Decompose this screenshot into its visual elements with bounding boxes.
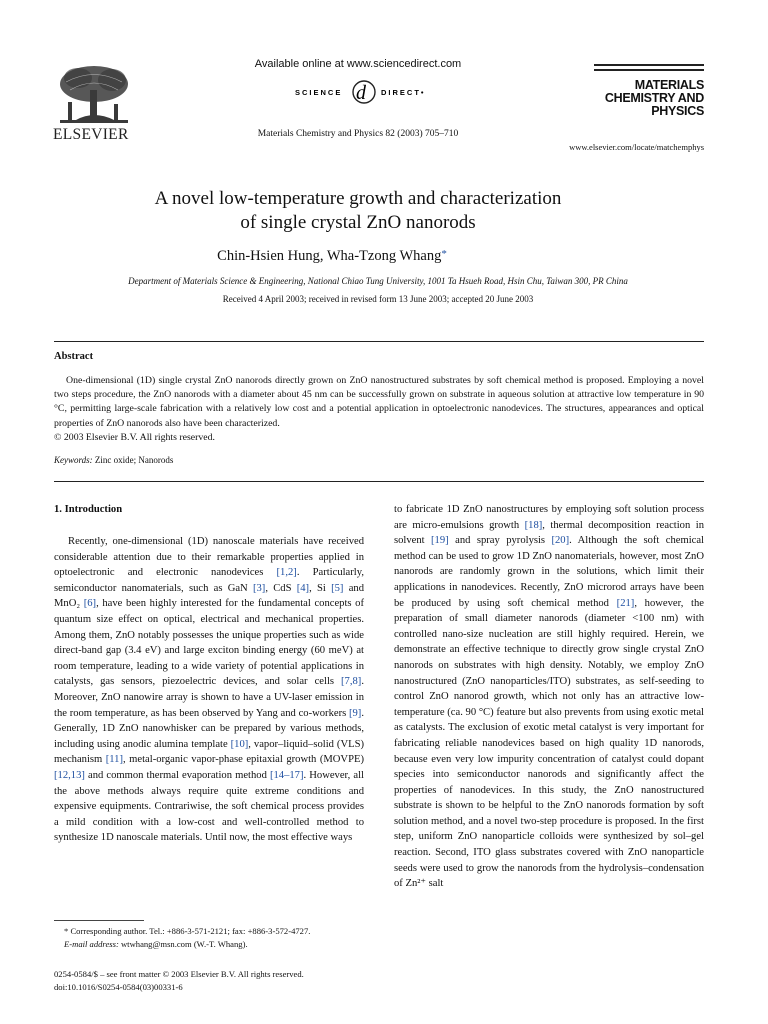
citation-link[interactable]: [12,13] — [54, 769, 85, 781]
citation-link[interactable]: [7,8] — [341, 676, 362, 688]
body-text: . Moreover, ZnO nanowire array is shown to have a UV-laser emission in the room temperature, as has been observed by Yang and co-workers — [54, 676, 364, 719]
email-address[interactable]: wtwhang@msn.com (W.-T. Whang). — [118, 938, 248, 949]
body-text: to fabricate 1D ZnO nanostructures by employing soft solution process are micro-emulsions growth — [394, 504, 704, 531]
received-dates: Received 4 April 2003; received in revised form 13 June 2003; accepted 20 June 2003 — [222, 294, 534, 304]
abstract-copyright: © 2003 Elsevier B.V. All rights reserved. — [54, 431, 215, 443]
citation-link[interactable]: [18] — [524, 519, 543, 531]
section-heading: 1. Introduction — [54, 504, 123, 515]
citation-link[interactable]: [4] — [296, 582, 310, 594]
citation-link[interactable]: [10] — [230, 738, 249, 750]
body-text: Recently, one-dimensional (1D) nanoscale materials have received considerable attention due to their remarkable properties applied in optoelectronic and electronic nanodevices — [54, 536, 364, 579]
citation-link[interactable]: [14–17] — [269, 769, 304, 781]
body-text: . Although the soft chemical method can be used to grow 1D ZnO nanomaterials, however, most ZnO nanorods are randomly grown in the solutions, which limit their applications in nanodevices. Recently, ZnO microrod arrays have been be produced by using soft chemical method — [394, 535, 704, 609]
abstract-text: One-dimensional (1D) single crystal ZnO nanorods directly grown on ZnO nanostructured substrates by soft chemical method is proposed. Employing a novel two steps procedure, the ZnO nanorods with a diameter about 45 nm can be successfully grown on substrate in aqueous solution at attractive low temperature in 90 °C, permitting large-scale fabrication with a relatively low cost and a potential application in optoelectronic nanodevices. The structures, appearances and optical properties of ZnO nanorods also have been characterized. — [54, 375, 704, 429]
front-matter-meta — [54, 968, 374, 994]
citation-link[interactable]: [11] — [105, 754, 124, 766]
body-text: , thermal decomposition reaction in solvent — [394, 519, 704, 547]
svg-text:DIRECT•: DIRECT• — [381, 88, 426, 97]
keywords-line — [54, 455, 173, 465]
citation-link[interactable]: [21] — [616, 597, 635, 609]
body-text: , Si — [309, 582, 332, 594]
body-text: , have been highly interested for the fundamental concepts of quantum size effect on optical, electrical and mechanical properties. Among them, ZnO notably possesses the unique properties such as wide direct-band gap (3.4 eV) and large exciton binding energy (60 meV) at room temperature, leading to a wide variety of potential applications in catalysts, gas sensors, piezoelectric devices, and solar cells — [54, 598, 364, 688]
affiliation: Department of Materials Science & Engineering, National Chiao Tung University, 1001 Ta Hsueh Road, Hsin Chu, Taiwan 300, PR China — [128, 276, 628, 286]
citation-link[interactable]: [5] — [331, 582, 344, 594]
citation-link[interactable]: [20] — [551, 535, 570, 547]
left-column — [54, 534, 364, 846]
author-list: Chin-Hsien Hung, Wha-Tzong Whang* — [217, 248, 447, 264]
citation-link[interactable]: [6] — [83, 598, 97, 610]
body-text: . Generally, 1D ZnO nanowhisker can be prepared by various methods, including using anodic alumina template — [54, 707, 364, 750]
body-text: . Particularly, semiconductor nanomaterials, such as GaN — [54, 567, 364, 594]
body-text: , CdS — [265, 582, 297, 594]
body-text: . However, all the above methods always require quite extreme conditions and expensive equipments. Contrariwise, the soft chemical process provides a mild condition with a low-cost and well-controlled method to synthesize 1D nanoscale materials. Until now, the most effective ways — [54, 769, 364, 844]
citation-link[interactable]: [3] — [252, 582, 266, 594]
journal-url[interactable]: www.elsevier.com/locate/matchemphys — [569, 142, 704, 152]
footnote-rule — [54, 920, 144, 921]
issn-line: 0254-0584/$ – see front matter © 2003 Elsevier B.V. All rights reserved. — [54, 969, 304, 979]
svg-text:d: d — [356, 82, 366, 104]
corresponding-author-note: * Corresponding author. Tel.: +886-3-571-2121; fax: +886-3-572-4727. — [64, 926, 311, 936]
body-text: and spray pyrolysis — [448, 535, 552, 547]
abstract-body — [54, 374, 704, 445]
keywords-value: Zinc oxide; Nanorods — [94, 455, 174, 465]
body-text: and MnO₂ — [54, 582, 365, 610]
divider-bottom — [54, 481, 704, 482]
body-text: and common thermal evaporation method — [84, 769, 270, 781]
journal-citation: Materials Chemistry and Physics 82 (2003) 705–710 — [257, 129, 459, 139]
doi-line[interactable]: doi:10.1016/S0254-0584(03)00331-6 — [54, 982, 183, 992]
corresponding-author-marker[interactable]: * — [441, 248, 447, 260]
body-text: , metal-organic vapor-phase epitaxial growth (MOVPE) — [123, 754, 364, 766]
citation-link[interactable]: [1,2] — [276, 567, 297, 579]
available-online-line: Available online at www.sciencedirect.com — [254, 58, 462, 70]
citation-link[interactable]: [19] — [431, 535, 449, 547]
divider-top — [54, 341, 704, 342]
article-title: A novel low-temperature growth and characterization of single crystal ZnO nanorods — [154, 188, 562, 233]
journal-logo-bars — [594, 64, 704, 74]
intro-paragraph-left — [54, 534, 364, 846]
elsevier-tree-logo — [56, 62, 132, 128]
footnote — [54, 925, 374, 950]
keywords-label: Keywords: — [54, 455, 93, 465]
svg-text:SCIENCE: SCIENCE — [295, 88, 343, 97]
publisher-name: ELSEVIER — [53, 126, 129, 143]
right-column — [394, 502, 704, 892]
intro-paragraph-right — [394, 502, 704, 892]
sciencedirect-logo — [295, 78, 465, 106]
body-text: , however, the preparation of small diameter nanorods (diameter <100 nm) with controlled nano-size nucleation are still highly required. Herein, we demonstrate an effective technique to directly grow single crystal ZnO nanorods on substrates with high density. Notably, we employ ZnO nanostructured (ZnO nanoparticles/ITO) substrates, as self-seeding to control ZnO nanorod growth, which not only has an attractive low-temperature (ca. 90 °C) feature but also prevents from using exotic metal as catalysts. The exclusion of exotic metal catalyst is very important for fabricating reliable nanodevices based on high quality 1D nanorods, because even very low impurity concentration of catalyst could dopant species into semiconductor nanorods and significantly affect the properties of nanodevices. In this study, the ZnO nanostructured substrate is shown to be helpful to the ZnO nanorods formation by soft solution method, and a novel two-step procedure is proposed. In the first step, uniform ZnO nanoparticle colloids were synthesized by sol–gel reaction. Second, ITO glass substrates covered with ZnO nanoparticle seeds were used to grow the nanorods from the hydrolysis–condensation of Zn²⁺ salt — [394, 597, 704, 890]
citation-link[interactable]: [9] — [348, 707, 362, 719]
body-text: , vapor–liquid–solid (VLS) mechanism — [54, 738, 364, 766]
journal-title-logo: MATERIALS CHEMISTRY AND PHYSICS — [604, 78, 704, 118]
email-label: E-mail address: — [64, 938, 119, 949]
abstract-heading: Abstract — [54, 351, 94, 362]
